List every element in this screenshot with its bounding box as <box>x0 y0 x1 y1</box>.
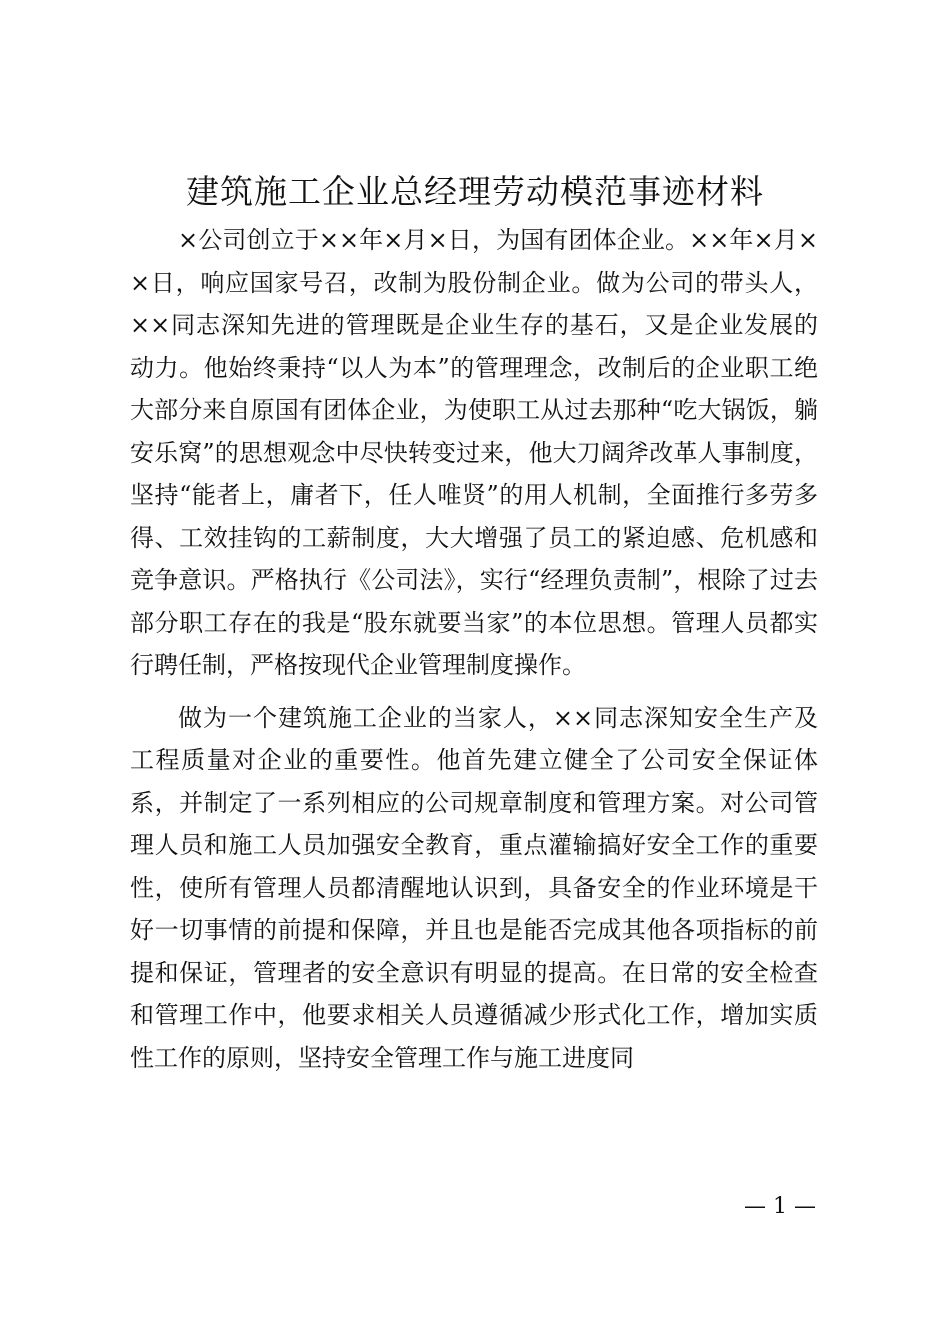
document-body <box>130 219 818 1079</box>
document-title: 建筑施工企业总经理劳动模范事迹材料 <box>186 172 764 211</box>
paragraph-2: 做为一个建筑施工企业的当家人，××同志深知安全生产及工程质量对企业的重要性。他首先建立健全了公司安全保证体系，并制定了一系列相应的公司规章制度和管理方案。对公司管理人员和施工人员加强安全教育，重点灌输搞好安全工作的重要性，使所有管理人员都清醒地认识到，具备安全的作业环境是干好一切事情的前提和保障，并且也是能否完成其他各项指标的前提和保证，管理者的安全意识有明显的提高。在日常的安全检查和管理工作中，他要求相关人员遵循减少形式化工作，增加实质性工作的原则，坚持安全管理工作与施工进度同 <box>130 703 818 1072</box>
page-number: — 1 — <box>744 1194 816 1219</box>
paragraph-1: ×公司创立于××年×月×日，为国有团体企业。××年×月××日，响应国家号召，改制为股份制企业。做为公司的带头人，××同志深知先进的管理既是企业生存的基石，又是企业发展的动力。他始终秉持“以人为本”的管理理念，改制后的企业职工绝大部分来自原国有团体企业，为使职工从过去那种“吃大锅饭，躺安乐窝”的思想观念中尽快转变过来，他大刀阔斧改革人事制度，坚持“能者上，庸者下，任人唯贤”的用人机制，全面推行多劳多得、工效挂钩的工薪制度，大大增强了员工的紧迫感、危机感和竞争意识。严格执行《公司法》，实行“经理负责制”，根除了过去部分职工存在的我是“股东就要当家”的本位思想。管理人员都实行聘任制，严格按现代企业管理制度操作。 <box>130 226 818 679</box>
